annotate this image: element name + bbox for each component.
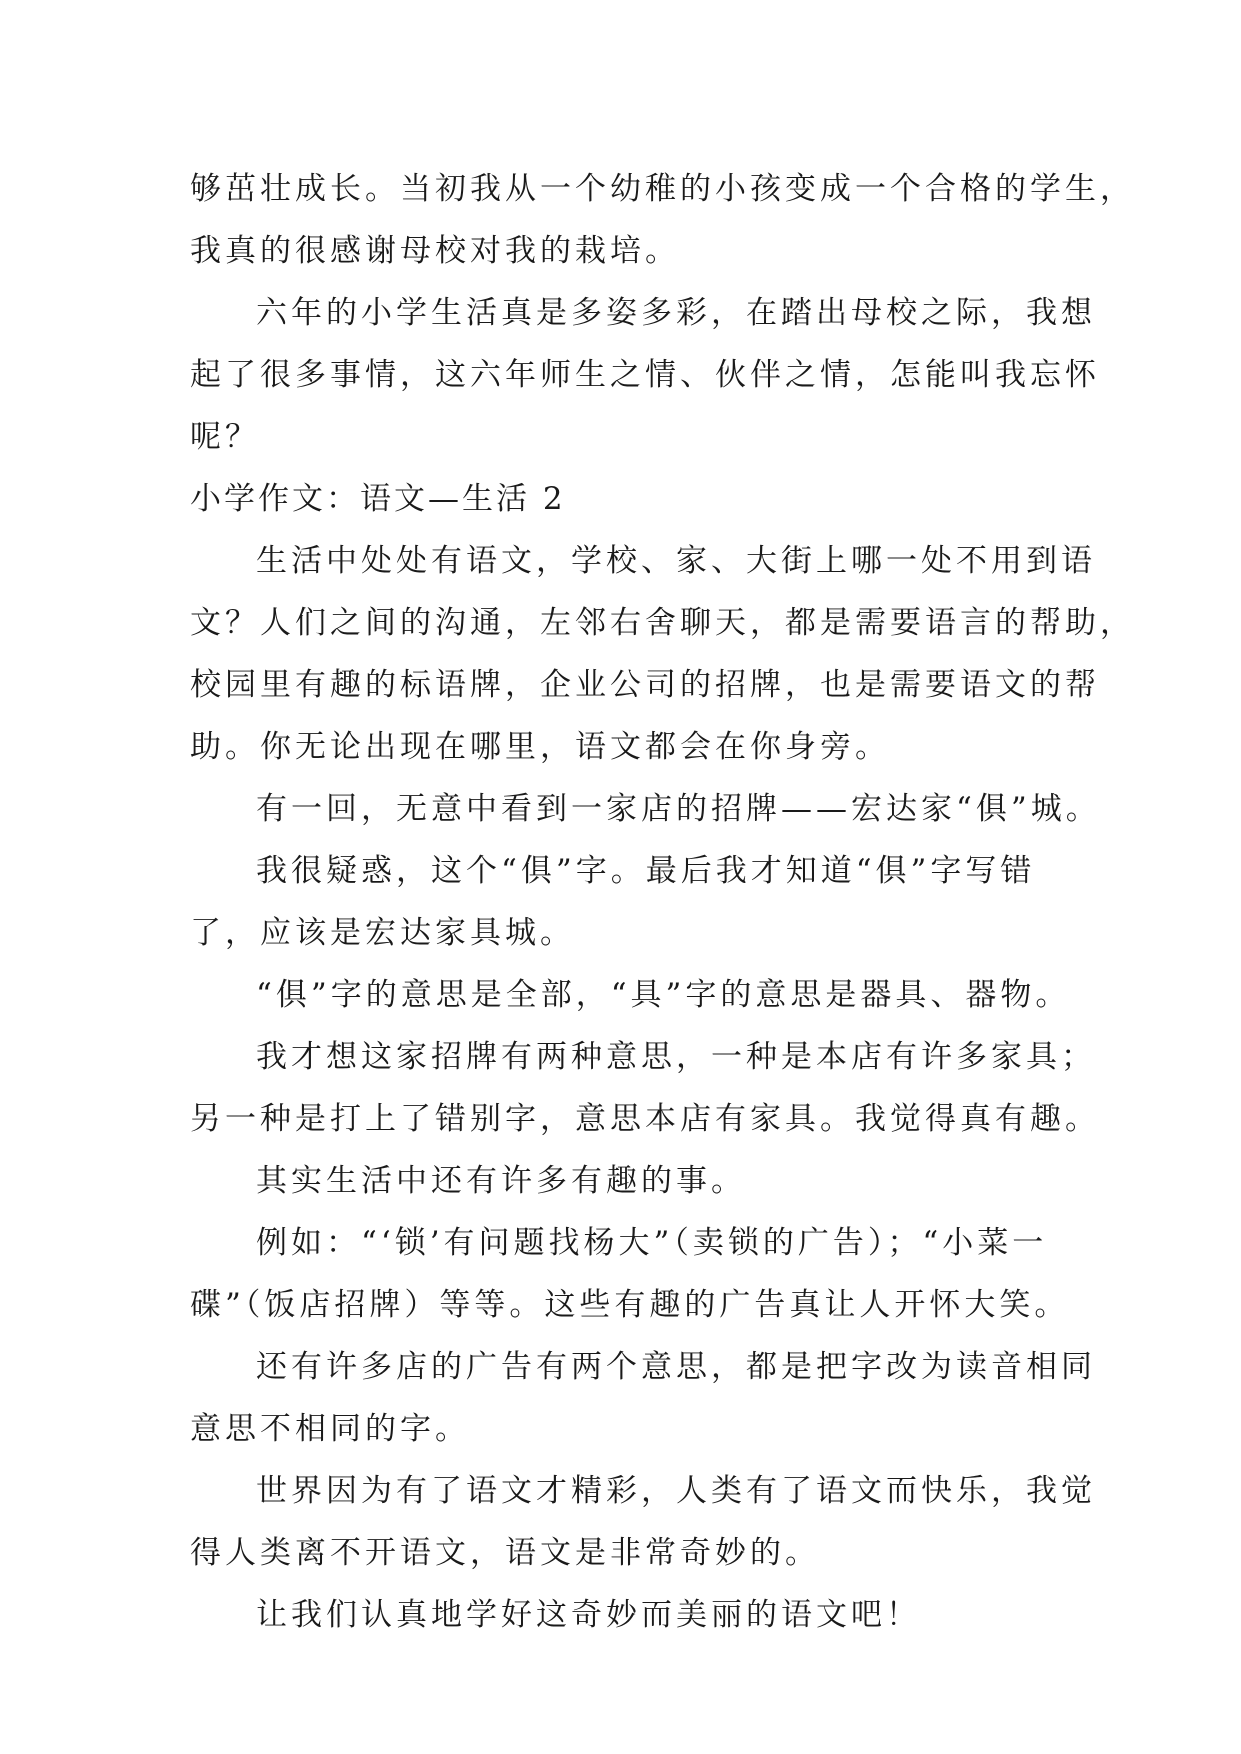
- text-line: 有一回，无意中看到一家店的招牌——宏达家“俱”城。: [256, 791, 1101, 827]
- text-line: 生活中处处有语文，学校、家、大街上哪一处不用到语: [256, 543, 1096, 579]
- section-heading: 小学作文：语文—生活 2: [190, 481, 566, 517]
- text-line: 六年的小学生活真是多姿多彩，在踏出母校之际，我想: [256, 295, 1096, 331]
- text-line: 意思不相同的字。: [190, 1411, 470, 1447]
- text-line: 文？人们之间的沟通，左邻右舍聊天，都是需要语言的帮助，: [190, 605, 1135, 641]
- text-line: 还有许多店的广告有两个意思，都是把字改为读音相同: [256, 1349, 1096, 1385]
- text-line: 让我们认真地学好这奇妙而美丽的语文吧！: [256, 1597, 921, 1633]
- text-line: 助。你无论出现在哪里，语文都会在你身旁。: [190, 729, 890, 765]
- text-line: 起了很多事情，这六年师生之情、伙伴之情，怎能叫我忘怀: [190, 357, 1100, 393]
- text-line: 校园里有趣的标语牌，企业公司的招牌，也是需要语文的帮: [190, 667, 1100, 703]
- text-line: 另一种是打上了错别字，意思本店有家具。我觉得真有趣。: [190, 1101, 1100, 1137]
- text-line: 我才想这家招牌有两种意思，一种是本店有许多家具；: [256, 1039, 1096, 1075]
- text-line: 其实生活中还有许多有趣的事。: [256, 1163, 746, 1199]
- text-line: 例如：“‘锁’有问题找杨大”（卖锁的广告）；“小菜一: [256, 1225, 1048, 1261]
- text-line: 呢？: [190, 419, 260, 455]
- text-line: 我很疑惑，这个“俱”字。最后我才知道“俱”字写错: [256, 853, 1036, 889]
- text-line: 我真的很感谢母校对我的栽培。: [190, 233, 680, 269]
- text-line: 了，应该是宏达家具城。: [190, 915, 575, 951]
- document-body: [190, 158, 1135, 1646]
- text-line: “俱”字的意思是全部，“具”字的意思是器具、器物。: [256, 977, 1071, 1013]
- text-line: 得人类离不开语文，语文是非常奇妙的。: [190, 1535, 820, 1571]
- text-line: 世界因为有了语文才精彩，人类有了语文而快乐，我觉: [256, 1473, 1096, 1509]
- text-line: 够茁壮成长。当初我从一个幼稚的小孩变成一个合格的学生，: [190, 171, 1135, 207]
- text-line: 碟”（饭店招牌）等等。这些有趣的广告真让人开怀大笑。: [190, 1287, 1070, 1323]
